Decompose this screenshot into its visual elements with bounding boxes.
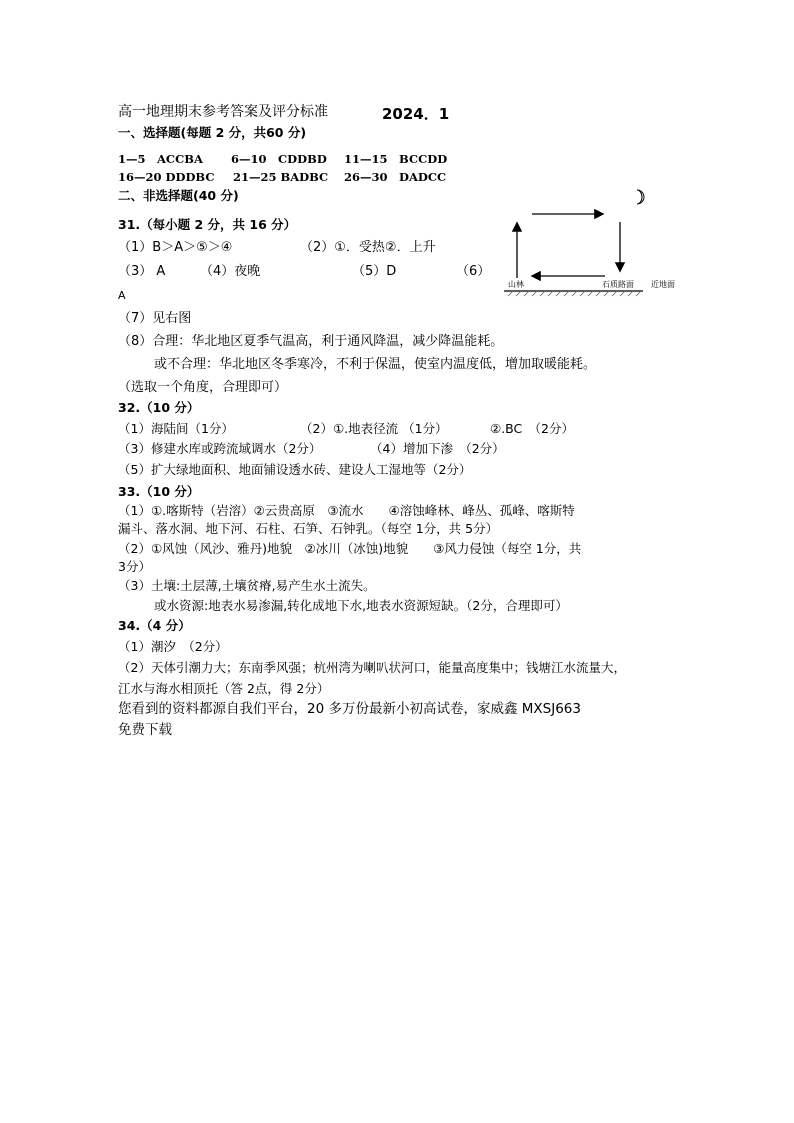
- footer-download: 免费下载: [118, 722, 172, 738]
- q31-answer-7: （7）见右图: [118, 311, 192, 326]
- label-near-ground: 近地面: [651, 280, 675, 289]
- answer-26-30: 26—30 DADCC: [344, 170, 447, 184]
- q32-answer-4: （4）增加下渗 （2分）: [370, 441, 505, 456]
- q34-heading: 34.（4 分）: [118, 618, 191, 633]
- q31-answer-6-value: A: [118, 289, 126, 302]
- q33-answer-3: （3）土壤:土层薄,土壤贫瘠,易产生水土流失。: [118, 578, 376, 593]
- answer-11-15: 11—15 BCCDD: [344, 152, 448, 166]
- q31-answer-5: （5）D: [352, 264, 397, 279]
- label-stone-road: 石质路面: [602, 280, 634, 289]
- q32-answer-2: （2）①.地表径流 （1分）: [300, 421, 448, 436]
- q33-answer-1-cont: 漏斗、落水洞、地下河、石柱、石笋、石钟乳。（每空 1分，共 5分）: [118, 521, 499, 536]
- answer-6-10: 6—10 CDDBD: [231, 152, 327, 166]
- q33-heading: 33.（10 分）: [118, 484, 200, 499]
- q33-answer-2: （2）①风蚀（风沙、雅丹)地貌 ②冰川（冰蚀)地貌 ③风力侵蚀（每空 1分，共: [118, 541, 582, 556]
- q34-answer-2: （2）天体引潮力大；东南季风强；杭州湾为喇叭状河口，能量高度集中；钱塘江水流量大，: [118, 660, 626, 675]
- q32-answer-3: （3）修建水库或跨流域调水（2分）: [118, 441, 322, 456]
- q32-answer-2b: ②.BC （2分）: [490, 421, 574, 436]
- page-title: 高一地理期末参考答案及评分标准: [118, 104, 328, 120]
- section-1-heading: 一、选择题(每题 2 分，共60 分): [118, 125, 307, 140]
- exam-date: 2024．1: [382, 105, 450, 123]
- answer-21-25: 21—25 BADBC: [233, 170, 329, 184]
- footer-promo: 您看到的资料都源自我们平台，20 多万份最新小初高试卷，家威鑫 MXSJ663: [118, 701, 581, 717]
- q31-answer-6: （6）: [456, 264, 491, 279]
- q32-heading: 32.（10 分）: [118, 400, 200, 415]
- answer-16-20: 16—20 DDDBC: [118, 170, 215, 184]
- q32-answer-1: （1）海陆间（1分）: [118, 421, 234, 436]
- q33-answer-3-alt: 或水资源:地表水易渗漏,转化成地下水,地表水资源短缺。（2分，合理即可）: [154, 598, 568, 613]
- ground-hatching: [508, 291, 641, 296]
- q34-answer-1: （1）潮汐 （2分）: [118, 639, 228, 654]
- q31-heading: 31.（每小题 2 分，共 16 分）: [118, 217, 297, 232]
- q31-answer-4: （4）夜晚: [200, 264, 261, 279]
- crescent-moon-icon: [637, 190, 644, 204]
- q31-answer-8-note: （选取一个角度，合理即可）: [118, 380, 288, 395]
- label-forest: 山林: [508, 280, 524, 289]
- section-2-heading: 二、非选择题(40 分): [118, 188, 239, 203]
- q31-answer-8-alt: 或不合理：华北地区冬季寒冷，不利于保温，使室内温度低，增加取暖能耗。: [154, 357, 597, 372]
- q34-answer-2-cont: 江水与海水相顶托（答 2点，得 2分）: [118, 681, 330, 696]
- q32-answer-5: （5）扩大绿地面积、地面铺设透水砖、建设人工湿地等（2分）: [118, 462, 472, 477]
- q31-answer-3: （3） A: [118, 264, 166, 279]
- q31-answer-2: （2）①．受热②．上升: [300, 240, 436, 255]
- q33-answer-1: （1）①.喀斯特（岩溶）②云贵高原 ③流水 ④溶蚀峰林、峰丛、孤峰、喀斯特: [118, 503, 575, 518]
- q31-answer-1: （1）B＞A＞⑤＞④: [118, 240, 233, 255]
- q31-answer-8: （8）合理：华北地区夏季气温高，利于通风降温，减少降温能耗。: [118, 334, 504, 349]
- circulation-diagram: [500, 184, 690, 302]
- answer-1-5: 1—5 ACCBA: [118, 152, 203, 166]
- q33-answer-2-cont: 3分）: [118, 559, 151, 574]
